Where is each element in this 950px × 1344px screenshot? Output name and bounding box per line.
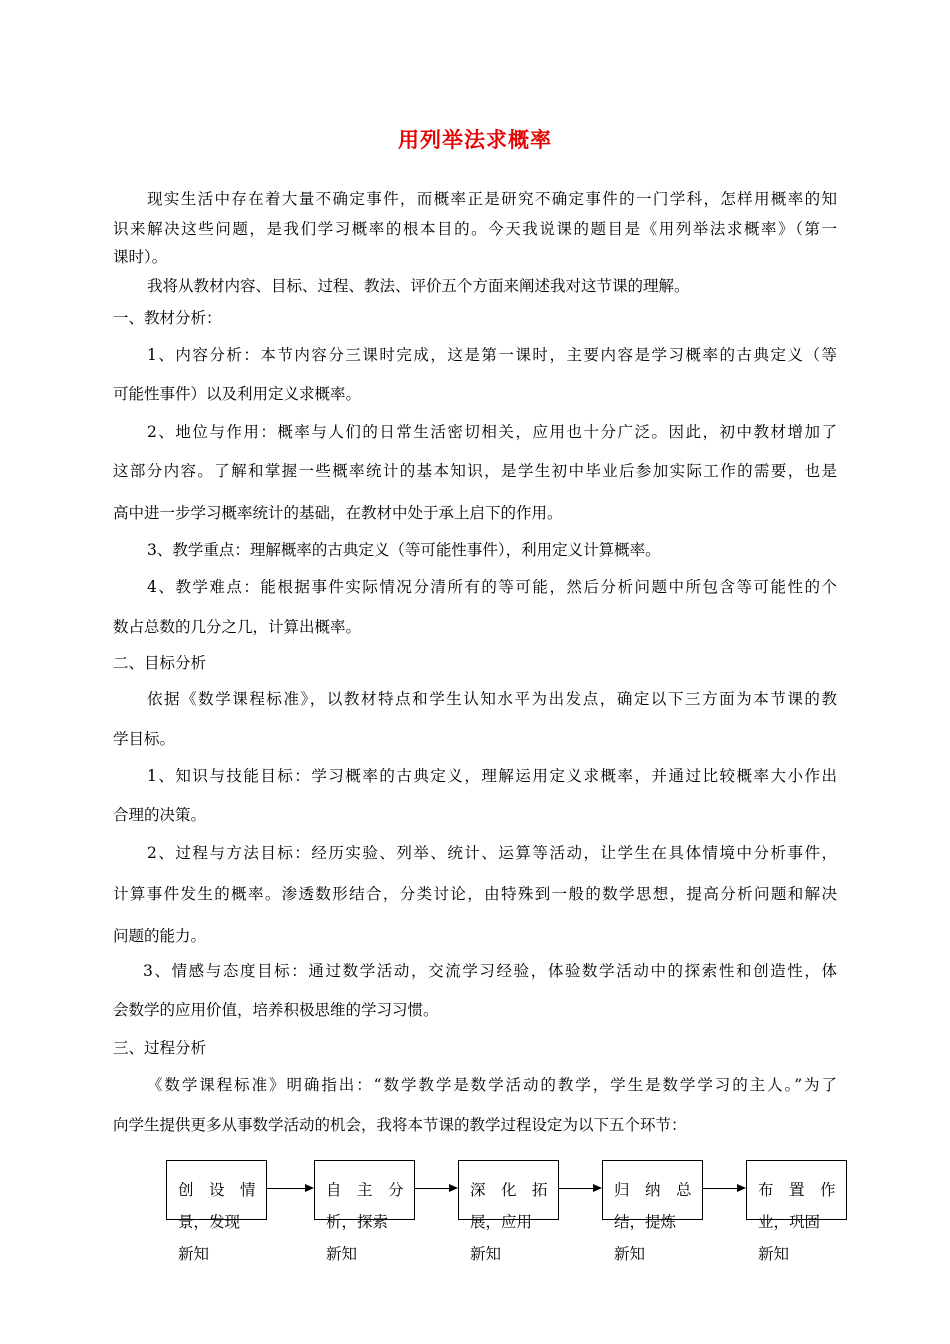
flow-step-line: 归 纳 总 (614, 1181, 692, 1199)
paragraph-line: 数占总数的几分之几，计算出概率。 (113, 618, 362, 636)
paragraph-line: 我将从教材内容、目标、过程、教法、评价五个方面来阐述我对这节课的理解。 (147, 277, 690, 295)
section-heading: 三、过程分析 (113, 1039, 207, 1057)
section-heading: 一、教材分析： (113, 309, 222, 327)
paragraph-line: 1、知识与技能目标：学习概率的古典定义，理解运用定义求概率，并通过比较概率大小作出 (147, 767, 837, 785)
flow-step-line: 析，探索 (326, 1213, 389, 1231)
paragraph-line: 1、内容分析：本节内容分三课时完成，这是第一课时，主要内容是学习概率的古典定义（等 (147, 346, 837, 364)
paragraph-line: 高中进一步学习概率统计的基础，在教材中处于承上启下的作用。 (113, 504, 563, 522)
paragraph-line: 依据《数学课程标准》，以教材特点和学生认知水平为出发点，确定以下三方面为本节课的教 (147, 690, 837, 708)
arrow-right-icon (415, 1188, 456, 1189)
paragraph-line: 会数学的应用价值，培养积极思维的学习习惯。 (113, 1001, 439, 1019)
paragraph-line: 问题的能力。 (113, 927, 207, 945)
arrow-right-icon (267, 1188, 312, 1189)
flow-step-line: 新知 (470, 1245, 502, 1263)
flow-step-line: 布 置 作 (758, 1181, 836, 1199)
paragraph-line: 这部分内容。了解和掌握一些概率统计的基本知识，是学生初中毕业后参加实际工作的需要，也是 (113, 462, 837, 480)
paragraph-line: 4、教学难点：能根据事件实际情况分清所有的等可能，然后分析问题中所包含等可能性的个 (147, 578, 837, 596)
flow-step-line: 展，应用 (470, 1213, 533, 1231)
section-heading: 二、目标分析 (113, 654, 207, 672)
arrow-right-icon (703, 1188, 744, 1189)
flow-step-line: 业，巩固 (758, 1213, 821, 1231)
flow-step-line: 新知 (178, 1245, 210, 1263)
arrow-right-icon (559, 1188, 600, 1189)
flow-step-line: 自 主 分 (326, 1181, 404, 1199)
flow-step-line: 景，发现 (178, 1213, 241, 1231)
flow-step-line: 结，提炼 (614, 1213, 677, 1231)
paragraph-line: 3、教学重点：理解概率的古典定义（等可能性事件），利用定义计算概率。 (147, 541, 661, 559)
flow-step-line: 新知 (326, 1245, 358, 1263)
paragraph-line: 计算事件发生的概率。渗透数形结合，分类讨论，由特殊到一般的数学思想，提高分析问题和解决 (113, 885, 837, 903)
flow-step-line: 深 化 拓 (470, 1181, 548, 1199)
paragraph-line: 3、情感与态度目标：通过数学活动，交流学习经验，体验数学活动中的探索性和创造性，体 (143, 962, 837, 980)
paragraph-line: 课时）。 (113, 248, 168, 266)
paragraph-line: 识来解决这些问题，是我们学习概率的根本目的。今天我说课的题目是《用列举法求概率》（第一 (113, 220, 837, 238)
paragraph-line: 学目标。 (113, 730, 176, 748)
paragraph-line: 合理的决策。 (113, 806, 207, 824)
paragraph-line: 《数学课程标准》明确指出：“数学教学是数学活动的教学，学生是数学学习的主人。”为了 (147, 1076, 837, 1094)
flow-step-line: 新知 (614, 1245, 646, 1263)
document-title: 用列举法求概率 (398, 128, 552, 152)
paragraph-line: 现实生活中存在着大量不确定事件，而概率正是研究不确定事件的一门学科，怎样用概率的知 (147, 190, 837, 208)
flow-step-line: 创 设 情 (178, 1181, 256, 1199)
flow-step-line: 新知 (758, 1245, 790, 1263)
paragraph-line: 2、过程与方法目标：经历实验、列举、统计、运算等活动，让学生在具体情境中分析事件， (147, 844, 837, 862)
paragraph-line: 可能性事件）以及利用定义求概率。 (113, 385, 362, 403)
paragraph-line: 向学生提供更多从事数学活动的机会，我将本节课的教学过程设定为以下五个环节： (113, 1116, 687, 1134)
paragraph-line: 2、地位与作用：概率与人们的日常生活密切相关，应用也十分广泛。因此，初中教材增加了 (147, 423, 837, 441)
